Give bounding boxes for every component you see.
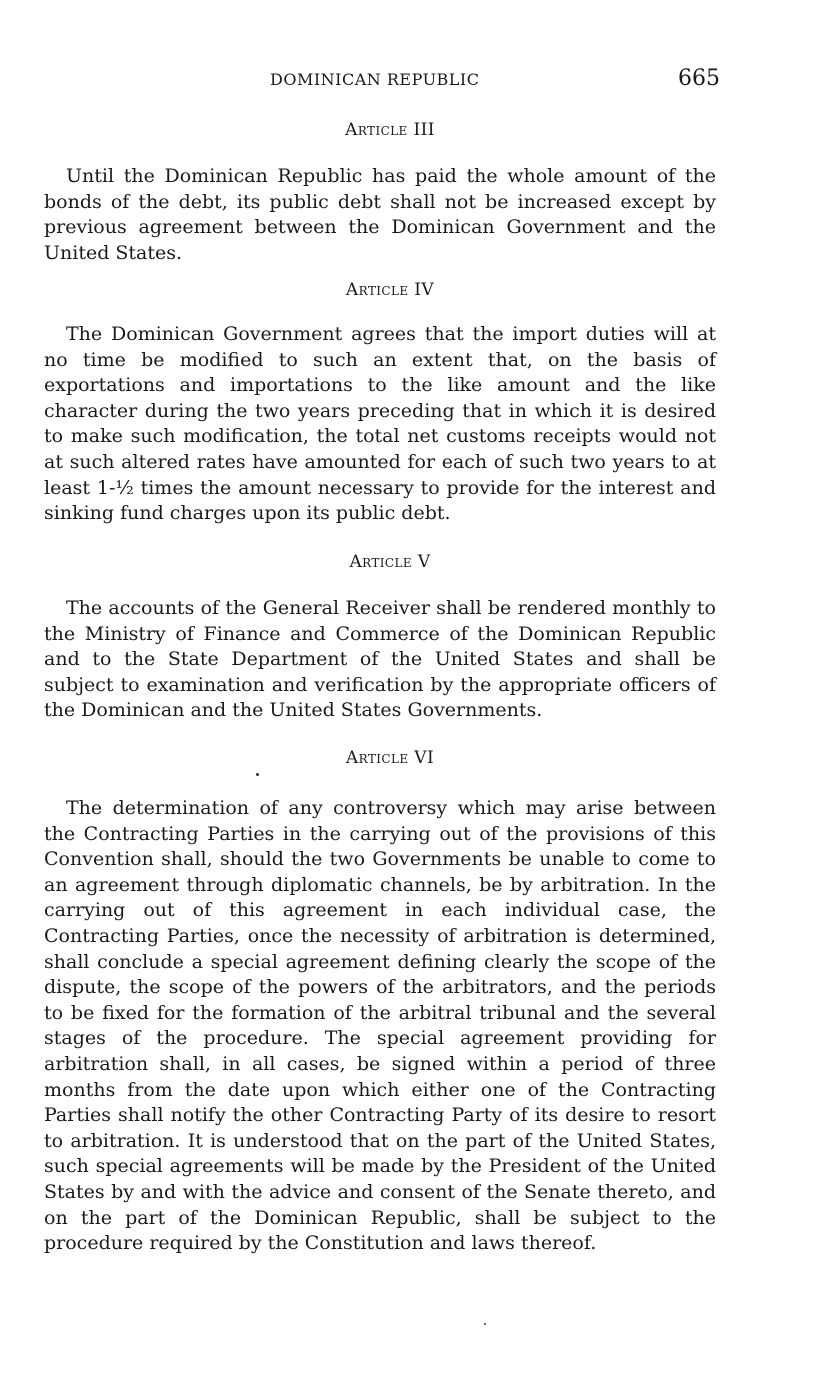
article-vi-heading: Article VI bbox=[345, 748, 435, 768]
ink-speck bbox=[256, 773, 259, 776]
article-iii-text: Until the Dominican Republic has paid the whole amount of the bonds of the debt, its public debt shall not be increased except by previous agreement between the Dominican Government and the United States. bbox=[44, 165, 716, 264]
article-iv-heading: Article IV bbox=[345, 280, 435, 300]
article-iv-text: The Dominican Government agrees that the import duties will at no time be modified to such an extent that, on the basis of exportations and importations to the like amount and the like character during the two years preceding that in which it is desired to make such modification, the total net customs receipts would not at such altered rates have amounted for each of such two years to at least 1-½ times the amount necessary to provide for the interest and sinking fund charges upon its public debt. bbox=[44, 323, 716, 525]
article-v-heading: Article V bbox=[349, 552, 431, 572]
running-head: DOMINICAN REPUBLIC bbox=[270, 70, 480, 89]
ink-speck bbox=[484, 1323, 486, 1325]
article-v-text: The accounts of the General Receiver shall be rendered monthly to the Ministry of Finance and Commerce of the Dominican Republic and to the State Department of the United States and shall be subject to examination and verification by the appropriate officers of the Dominican and the United States Governments. bbox=[44, 597, 716, 722]
article-vi-text: The determination of any controversy which may arise between the Contracting Parties in the carrying out of the provisions of this Convention shall, should the two Governments be unable to come to an agreement through diplomatic channels, be by arbitration. In the carrying out of this agreement in each individual case, the Contracting Parties, once the necessity of arbitration is determined, shall conclude a special agreement defining clearly the scope of the dispute, the scope of the powers of the arbitrators, and the periods to be fixed for the formation of the arbitral tribunal and the several stages of the procedure. The special agreement providing for arbitration shall, in all cases, be signed within a period of three months from the date upon which either one of the Contracting Parties shall notify the other Contracting Party of its desire to resort to arbitration. It is understood that on the part of the United States, such special agreements will be made by the President of the United States by and with the advice and consent of the Senate thereto, and on the part of the Dominican Republic, shall be subject to the procedure required by the Constitution and laws thereof. bbox=[44, 797, 716, 1255]
page-number: 665 bbox=[678, 66, 720, 91]
article-iii-heading: Article III bbox=[345, 120, 435, 140]
